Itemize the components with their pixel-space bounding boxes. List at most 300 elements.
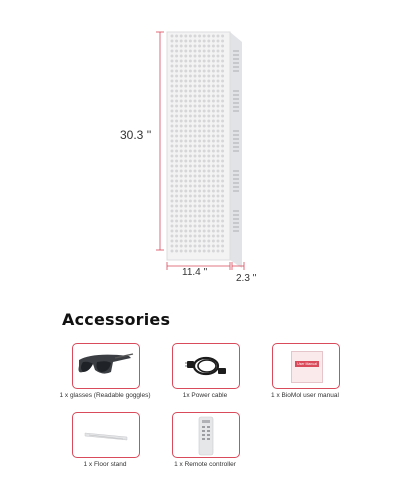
led-dot	[171, 65, 174, 68]
led-dot	[180, 65, 183, 68]
led-dot	[189, 245, 192, 248]
led-dot	[194, 175, 197, 178]
goggles-icon	[73, 344, 139, 388]
led-dot	[207, 95, 210, 98]
led-dot	[171, 35, 174, 38]
led-dot	[207, 230, 210, 233]
led-dot	[189, 110, 192, 113]
vent-slot	[233, 178, 239, 180]
accessory-caption-power-cable: 1x Power cable	[182, 392, 228, 399]
led-dot	[217, 100, 220, 103]
led-dot	[194, 125, 197, 128]
led-dot	[221, 120, 224, 123]
led-dot	[198, 75, 201, 78]
user-manual-label: User Manual	[297, 362, 317, 366]
led-dot	[221, 130, 224, 133]
led-dot	[184, 185, 187, 188]
led-dot	[171, 50, 174, 53]
led-dot	[198, 55, 201, 58]
led-dot	[217, 145, 220, 148]
led-dot	[203, 95, 206, 98]
led-dot	[171, 200, 174, 203]
led-dot	[189, 85, 192, 88]
led-dot	[207, 235, 210, 238]
led-dot	[217, 35, 220, 38]
led-dot	[189, 150, 192, 153]
led-dot	[217, 220, 220, 223]
accessory-card-goggles	[72, 343, 140, 389]
led-dot	[203, 120, 206, 123]
led-dot	[171, 225, 174, 228]
led-dot	[217, 155, 220, 158]
led-dot	[180, 200, 183, 203]
led-dot	[198, 85, 201, 88]
led-dot	[217, 50, 220, 53]
led-dot	[221, 80, 224, 83]
led-dot	[175, 135, 178, 138]
led-dot	[207, 180, 210, 183]
led-dot	[212, 190, 215, 193]
led-dot	[203, 220, 206, 223]
led-dot	[180, 110, 183, 113]
led-dot	[221, 225, 224, 228]
led-dot	[180, 160, 183, 163]
led-dot	[203, 160, 206, 163]
led-dot	[171, 40, 174, 43]
led-dot	[198, 140, 201, 143]
led-dot	[194, 145, 197, 148]
led-dot	[217, 70, 220, 73]
led-dot	[198, 200, 201, 203]
led-dot	[198, 110, 201, 113]
led-dot	[198, 120, 201, 123]
vent-slot	[233, 90, 239, 92]
led-dot	[180, 220, 183, 223]
led-dot	[189, 90, 192, 93]
led-dot	[175, 120, 178, 123]
led-dot	[180, 85, 183, 88]
led-dot	[189, 50, 192, 53]
led-dot	[194, 140, 197, 143]
led-dot	[171, 205, 174, 208]
led-dot	[217, 60, 220, 63]
led-dot	[217, 130, 220, 133]
led-dot	[184, 190, 187, 193]
led-dot	[184, 215, 187, 218]
led-dot	[184, 65, 187, 68]
led-dot	[171, 130, 174, 133]
led-dot	[217, 110, 220, 113]
led-dot	[217, 195, 220, 198]
led-dot	[207, 105, 210, 108]
led-dot	[203, 65, 206, 68]
led-dot	[212, 245, 215, 248]
led-dot	[171, 250, 174, 253]
led-dot	[207, 85, 210, 88]
led-dot	[194, 75, 197, 78]
led-dot	[203, 155, 206, 158]
led-dot	[212, 220, 215, 223]
led-dot	[212, 100, 215, 103]
led-dot	[171, 220, 174, 223]
led-dot	[194, 80, 197, 83]
led-dot	[175, 115, 178, 118]
led-dot	[221, 250, 224, 253]
led-dot	[180, 230, 183, 233]
led-dot	[175, 140, 178, 143]
led-dot	[212, 180, 215, 183]
led-dot	[180, 190, 183, 193]
led-dot	[203, 235, 206, 238]
led-dot	[184, 230, 187, 233]
led-dot	[203, 190, 206, 193]
led-dot	[221, 145, 224, 148]
led-dot	[198, 60, 201, 63]
led-dot	[217, 105, 220, 108]
led-dot	[189, 200, 192, 203]
led-dot	[189, 220, 192, 223]
led-dot	[198, 230, 201, 233]
led-dot	[175, 105, 178, 108]
led-dot	[180, 225, 183, 228]
led-dot	[203, 145, 206, 148]
led-dot	[175, 110, 178, 113]
led-dot	[198, 70, 201, 73]
led-dot	[203, 240, 206, 243]
led-dot	[198, 125, 201, 128]
led-dot	[221, 235, 224, 238]
led-dot	[221, 35, 224, 38]
led-dot	[207, 250, 210, 253]
vent-slot	[233, 170, 239, 172]
led-dot	[171, 235, 174, 238]
led-dot	[171, 55, 174, 58]
led-dot	[207, 200, 210, 203]
led-dot	[175, 200, 178, 203]
led-dot	[198, 45, 201, 48]
led-dot	[189, 125, 192, 128]
led-dot	[203, 210, 206, 213]
led-dot	[194, 220, 197, 223]
led-dot	[189, 195, 192, 198]
led-dot	[180, 195, 183, 198]
vent-slot	[233, 50, 239, 52]
led-dot	[189, 185, 192, 188]
led-dot	[189, 115, 192, 118]
led-dot	[189, 75, 192, 78]
led-dot	[203, 35, 206, 38]
led-dot	[198, 155, 201, 158]
led-dot	[184, 105, 187, 108]
led-dot	[175, 170, 178, 173]
led-dot	[198, 105, 201, 108]
vent-slot	[233, 54, 239, 56]
led-dot	[171, 240, 174, 243]
led-dot	[171, 80, 174, 83]
led-dot	[207, 185, 210, 188]
led-dot	[221, 105, 224, 108]
led-dot	[175, 75, 178, 78]
led-dot	[184, 170, 187, 173]
led-dot	[217, 95, 220, 98]
led-dot	[175, 190, 178, 193]
led-dot	[194, 160, 197, 163]
accessory-card-power-cable	[172, 343, 240, 389]
led-dot	[184, 80, 187, 83]
led-dot	[198, 145, 201, 148]
led-dot	[212, 200, 215, 203]
led-dot	[184, 200, 187, 203]
led-dot	[171, 70, 174, 73]
led-dot	[171, 185, 174, 188]
led-dot	[221, 90, 224, 93]
led-dot	[207, 75, 210, 78]
led-dot	[180, 45, 183, 48]
led-dot	[184, 85, 187, 88]
led-dot	[184, 245, 187, 248]
led-dot	[198, 130, 201, 133]
led-dot	[221, 205, 224, 208]
accessory-card-user-manual	[272, 343, 340, 389]
led-dot	[171, 60, 174, 63]
led-dot	[217, 140, 220, 143]
led-dot	[207, 40, 210, 43]
led-dot	[212, 160, 215, 163]
led-dot	[180, 35, 183, 38]
led-dot	[212, 135, 215, 138]
vent-slot	[233, 138, 239, 140]
led-dot	[171, 210, 174, 213]
led-dot	[194, 180, 197, 183]
led-dot	[198, 40, 201, 43]
led-dot	[207, 35, 210, 38]
led-dot	[198, 215, 201, 218]
led-dot	[194, 130, 197, 133]
led-dot	[221, 175, 224, 178]
led-dot	[184, 55, 187, 58]
led-dot	[184, 165, 187, 168]
led-dot	[189, 235, 192, 238]
led-dot	[194, 90, 197, 93]
led-dot	[175, 150, 178, 153]
led-dot	[189, 250, 192, 253]
led-dot	[217, 55, 220, 58]
user-manual-icon	[291, 351, 323, 383]
led-dot	[203, 70, 206, 73]
led-dot	[171, 110, 174, 113]
led-dot	[203, 230, 206, 233]
led-dot	[180, 155, 183, 158]
led-dot	[198, 210, 201, 213]
led-dot	[217, 65, 220, 68]
led-dot	[180, 240, 183, 243]
led-dot	[175, 220, 178, 223]
led-dot	[221, 100, 224, 103]
led-dot	[221, 170, 224, 173]
led-dot	[194, 225, 197, 228]
led-dot	[221, 95, 224, 98]
led-dot	[198, 95, 201, 98]
led-dot	[175, 175, 178, 178]
vent-slot	[233, 70, 239, 72]
led-dot	[207, 135, 210, 138]
led-dot	[221, 200, 224, 203]
led-dot	[198, 150, 201, 153]
led-dot	[217, 205, 220, 208]
led-dot	[189, 230, 192, 233]
led-dot	[217, 160, 220, 163]
vent-slot	[233, 134, 239, 136]
led-dot	[198, 195, 201, 198]
led-dot	[217, 225, 220, 228]
led-dot	[221, 45, 224, 48]
led-dot	[212, 125, 215, 128]
led-dot	[203, 215, 206, 218]
led-dot	[171, 150, 174, 153]
led-dot	[203, 125, 206, 128]
led-dot	[171, 125, 174, 128]
led-dot	[203, 115, 206, 118]
led-dot	[221, 215, 224, 218]
led-dot	[175, 85, 178, 88]
led-dot	[207, 195, 210, 198]
led-dot	[207, 215, 210, 218]
led-dot	[184, 150, 187, 153]
led-dot	[171, 155, 174, 158]
led-dot	[189, 70, 192, 73]
led-dot	[171, 190, 174, 193]
led-dot	[194, 85, 197, 88]
led-dot	[203, 170, 206, 173]
led-panel-illustration	[150, 20, 280, 290]
accessory-caption-user-manual: 1 x BioMol user manual	[271, 392, 339, 399]
led-dot	[175, 215, 178, 218]
led-dot	[207, 70, 210, 73]
led-dot	[221, 50, 224, 53]
led-dot	[207, 165, 210, 168]
depth-label: 2.3 ''	[236, 273, 257, 284]
led-dot	[221, 190, 224, 193]
led-dot	[184, 125, 187, 128]
led-dot	[203, 105, 206, 108]
led-dot	[212, 170, 215, 173]
led-dot	[207, 210, 210, 213]
led-dot	[217, 215, 220, 218]
led-dot	[180, 165, 183, 168]
led-dot	[217, 185, 220, 188]
led-dot	[203, 205, 206, 208]
led-dot	[217, 120, 220, 123]
led-dot	[207, 160, 210, 163]
led-dot	[180, 120, 183, 123]
led-dot	[207, 110, 210, 113]
led-dot	[198, 225, 201, 228]
led-dot	[203, 100, 206, 103]
led-dot	[207, 125, 210, 128]
led-dot	[221, 195, 224, 198]
led-dot	[207, 60, 210, 63]
led-dot	[198, 205, 201, 208]
led-dot	[194, 195, 197, 198]
led-dot	[221, 125, 224, 128]
led-dot	[184, 235, 187, 238]
led-dot	[212, 240, 215, 243]
led-dot	[184, 75, 187, 78]
led-dot	[171, 115, 174, 118]
led-dot	[175, 35, 178, 38]
led-dot	[221, 180, 224, 183]
led-dot	[194, 205, 197, 208]
led-dot	[194, 50, 197, 53]
led-dot	[217, 80, 220, 83]
led-dot	[194, 235, 197, 238]
led-dot	[175, 65, 178, 68]
led-dot	[212, 235, 215, 238]
led-dot	[212, 120, 215, 123]
led-dot	[212, 75, 215, 78]
led-dot	[184, 130, 187, 133]
led-dot	[221, 240, 224, 243]
led-dot	[180, 55, 183, 58]
led-dot	[180, 185, 183, 188]
led-dot	[180, 175, 183, 178]
led-dot	[189, 155, 192, 158]
vent-slot	[233, 230, 239, 232]
width-label: 11.4 ''	[182, 267, 208, 278]
led-dot	[217, 45, 220, 48]
led-dot	[207, 205, 210, 208]
led-dot	[203, 110, 206, 113]
led-dot	[212, 90, 215, 93]
led-dot	[198, 65, 201, 68]
led-dot	[221, 60, 224, 63]
accessory-caption-floor-stand: 1 x Floor stand	[83, 461, 127, 468]
led-dot	[175, 40, 178, 43]
led-dot	[189, 210, 192, 213]
led-dot	[175, 250, 178, 253]
led-dot	[194, 95, 197, 98]
led-dot	[203, 130, 206, 133]
led-dot	[217, 235, 220, 238]
led-dot	[194, 100, 197, 103]
led-dot	[212, 105, 215, 108]
led-dot	[212, 35, 215, 38]
led-dot	[198, 165, 201, 168]
led-dot	[198, 160, 201, 163]
led-dot	[180, 170, 183, 173]
led-dot	[212, 50, 215, 53]
led-dot	[175, 165, 178, 168]
led-dot	[221, 210, 224, 213]
led-dot	[189, 135, 192, 138]
led-dot	[171, 170, 174, 173]
led-dot	[175, 160, 178, 163]
led-dot	[180, 115, 183, 118]
led-dot	[189, 60, 192, 63]
led-dot	[175, 70, 178, 73]
led-dot	[217, 250, 220, 253]
led-dot	[212, 110, 215, 113]
vent-slot	[233, 62, 239, 64]
led-dot	[207, 140, 210, 143]
accessory-card-remote-controller	[172, 412, 240, 458]
led-dot	[189, 130, 192, 133]
led-dot	[194, 105, 197, 108]
led-dot	[175, 235, 178, 238]
accessories-title: Accessories	[62, 310, 171, 329]
led-dot	[189, 225, 192, 228]
vent-slot	[233, 226, 239, 228]
